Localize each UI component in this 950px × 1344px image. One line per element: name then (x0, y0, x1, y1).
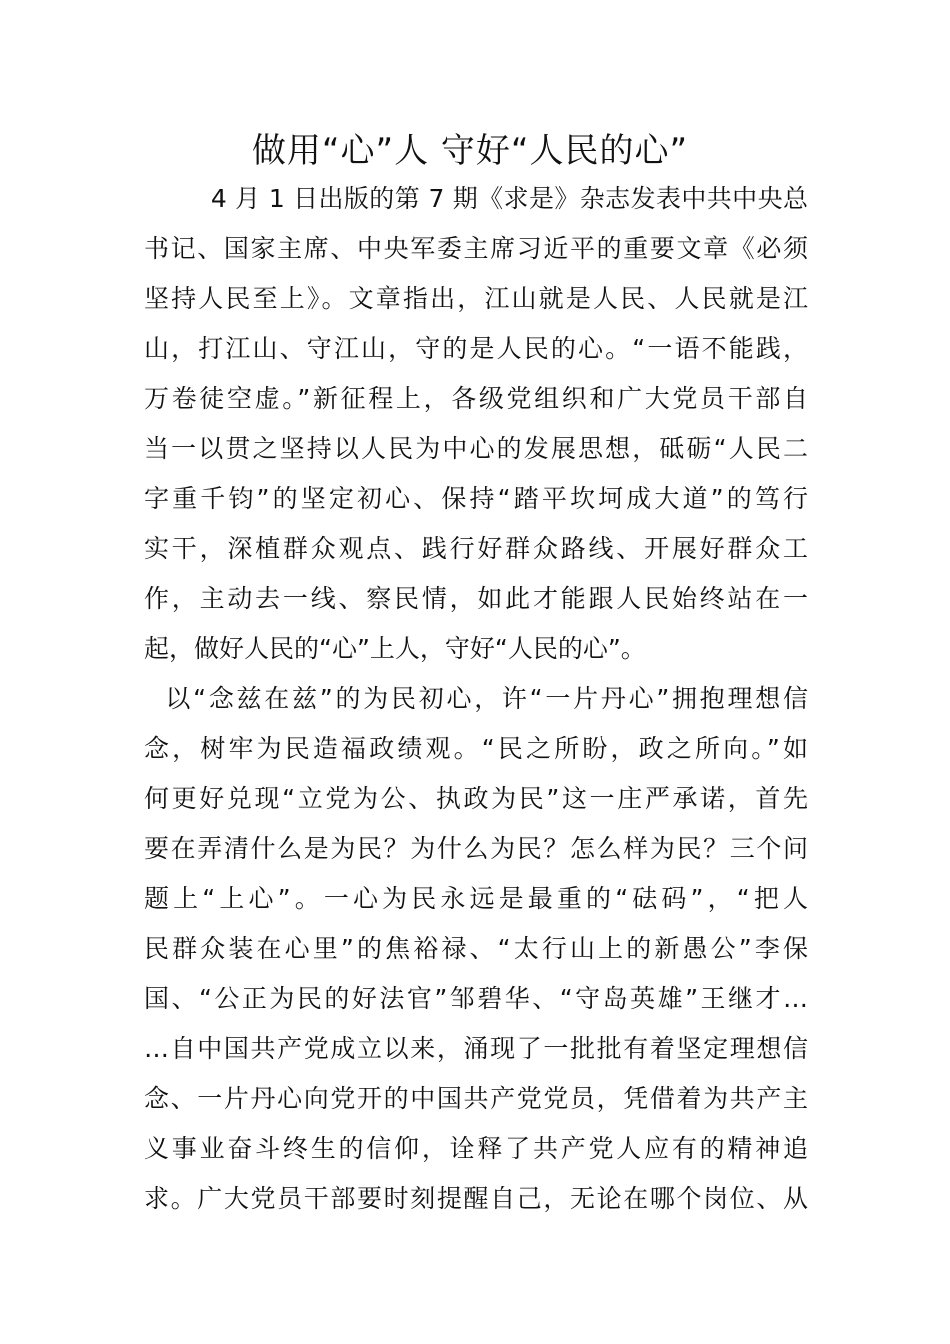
paragraph-2-line-1: 以“念兹在兹”的为民初心，许“一片丹心”拥抱理想信 (144, 684, 808, 713)
paragraph-1-line-7: 字重千钧”的坚定初心、保持“踏平坎坷成大道”的笃行 (144, 484, 808, 513)
paragraph-1-line-6: 当一以贯之坚持以人民为中心的发展思想，砥砺“人民二 (144, 434, 808, 463)
paragraph-2-line-2: 念，树牢为民造福政绩观。“民之所盼，政之所向。”如 (144, 734, 808, 763)
paragraph-1-line-4: 山，打江山、守江山，守的是人民的心。“一语不能践， (144, 334, 808, 363)
paragraph-1-line-3: 坚持人民至上》。文章指出，江山就是人民、人民就是江 (144, 284, 808, 313)
paragraph-1-line-8: 实干，深植群众观点、践行好群众路线、开展好群众工 (144, 534, 808, 563)
paragraph-2 (144, 674, 808, 1224)
paragraph-2-line-4: 要在弄清什么是为民？为什么为民？怎么样为民？三个问 (144, 834, 808, 863)
paragraph-1-line-9: 作，主动去一线、察民情，如此才能跟人民始终站在一 (144, 584, 808, 613)
paragraph-1-line-10: 起，做好人民的“心”上人，守好“人民的心”。 (144, 634, 646, 663)
article-title: 做用“心”人 守好“人民的心” (251, 131, 689, 171)
paragraph-1-line-5: 万卷徒空虚。”新征程上，各级党组织和广大党员干部自 (144, 384, 808, 413)
paragraph-2-line-7: 国、“公正为民的好法官”邹碧华、“守岛英雄”王继才… (144, 984, 808, 1013)
paragraph-1-line-1: 4 月 1 日出版的第 7 期《求是》杂志发表中共中央总 (144, 184, 808, 213)
paragraph-2-line-5: 题上“上心”。一心为民永远是最重的“砝码”，“把人 (144, 884, 808, 913)
paragraph-2-line-8: …自中国共产党成立以来，涌现了一批批有着坚定理想信 (144, 1034, 808, 1063)
paragraph-2-line-6: 民群众装在心里”的焦裕禄、“太行山上的新愚公”李保 (144, 934, 808, 963)
paragraph-1 (144, 174, 808, 674)
paragraph-1-line-2: 书记、国家主席、中央军委主席习近平的重要文章《必须 (144, 234, 808, 263)
paragraph-2-line-10: 义事业奋斗终生的信仰，诠释了共产党人应有的精神追 (144, 1134, 808, 1163)
paragraph-2-line-3: 何更好兑现“立党为公、执政为民”这一庄严承诺，首先 (144, 784, 808, 813)
paragraph-2-line-9: 念、一片丹心向党开的中国共产党党员，凭借着为共产主 (144, 1084, 808, 1113)
paragraph-2-line-11: 求。广大党员干部要时刻提醒自己，无论在哪个岗位、从 (144, 1184, 808, 1213)
